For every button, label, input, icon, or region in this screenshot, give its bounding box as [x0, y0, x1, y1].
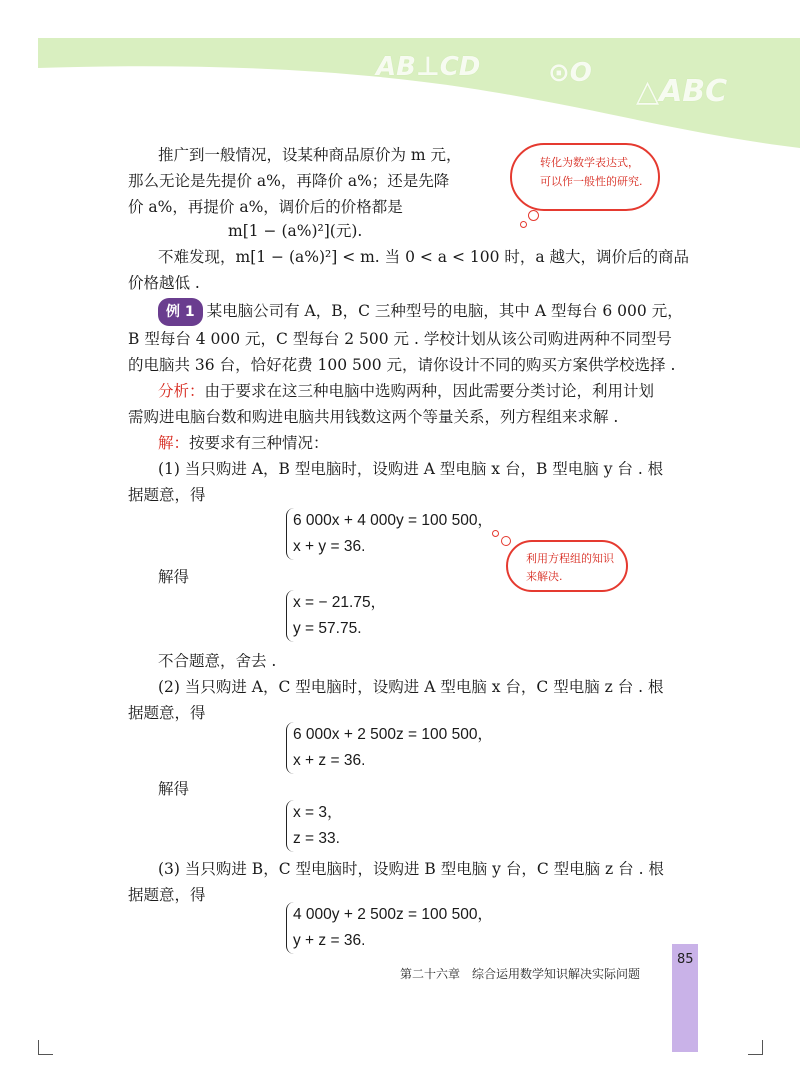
solution-system-2-x: x = 3， — [293, 804, 343, 821]
thought-bubble-1 — [510, 143, 660, 211]
equation-system-2-eq-1: 6 000x + 2 500z = 100 500， — [293, 726, 493, 743]
thought-bubble-2 — [506, 540, 628, 592]
crop-mark-bottom-right — [748, 1040, 763, 1055]
solution-system-2 — [286, 800, 343, 852]
equation-system-3-eq-1: 4 000y + 2 500z = 100 500， — [293, 906, 493, 923]
solve-label-1: 解得 — [158, 568, 190, 586]
header-decoration-circle: ⊙O — [548, 58, 592, 88]
case-2-line-2: 据题意，得 — [128, 704, 206, 722]
solution-intro-text: 按要求有三种情况： — [189, 434, 329, 452]
thought-bubble-1-text: 转化为数学表达式，可以作一般性的研究. — [540, 156, 643, 188]
case-1-line-1: (1) 当只购进 A，B 型电脑时，设购进 A 型电脑 x 台，B 型电脑 y 台 . 根 — [158, 460, 664, 478]
solution-system-1-y: y = 57.75. — [293, 620, 362, 637]
thought-bubble-2-dot-small — [492, 530, 499, 537]
example-1-line-3: 的电脑共 36 台，恰好花费 100 500 元，请你设计不同的购买方案供学校选择 . — [128, 356, 676, 374]
intro-line-4: 不难发现，m[1 − (a%)²] < m. 当 0 < a < 100 时，a 越大，调价后的商品 — [158, 248, 690, 266]
example-1-text-1: 某电脑公司有 A，B，C 三种型号的电脑，其中 A 型每台 6 000 元， — [206, 302, 683, 320]
reject-note: 不合题意，舍去 . — [158, 652, 277, 670]
case-3-line-2: 据题意，得 — [128, 886, 206, 904]
header-decoration-perpendicular: AB⊥CD — [376, 52, 481, 82]
solution-system-1-x: x = − 21.75， — [293, 594, 387, 611]
case-1-line-2: 据题意，得 — [128, 486, 206, 504]
equation-system-2-eq-2: x + z = 36. — [293, 752, 366, 769]
thought-bubble-1-dot-large — [528, 210, 539, 221]
intro-line-3: 价 a%，再提价 a%，调价后的价格都是 — [128, 198, 403, 216]
chapter-footer: 第二十六章 综合运用数学知识解决实际问题 — [400, 967, 641, 981]
solve-label-2: 解得 — [158, 780, 190, 798]
example-1-badge: 例 1 — [158, 298, 203, 326]
intro-line-5: 价格越低 . — [128, 274, 200, 292]
header-decoration-triangle: △ABC — [636, 74, 728, 109]
analysis-label: 分析： — [158, 382, 205, 400]
equation-system-1-eq-2: x + y = 36. — [293, 538, 366, 555]
thought-bubble-2-text: 利用方程组的知识来解决. — [526, 552, 614, 583]
intro-formula: m[1 − (a%)²](元). — [228, 222, 363, 240]
example-1-line-2: B 型每台 4 000 元，C 型每台 2 500 元 . 学校计划从该公司购进两种不同型号 — [128, 330, 672, 348]
example-1-line-1 — [158, 298, 683, 326]
analysis-line-2: 需购进电脑台数和购进电脑共用钱数这两个等量关系，列方程组来求解 . — [128, 408, 619, 426]
solution-system-1 — [286, 590, 386, 642]
equation-system-2 — [286, 722, 493, 774]
intro-line-1: 推广到一般情况，设某种商品原价为 m 元， — [158, 146, 462, 164]
solution-label: 解： — [158, 434, 190, 452]
equation-system-1 — [286, 508, 493, 560]
header-band — [38, 38, 800, 148]
solution-intro — [158, 430, 329, 456]
analysis-line-1 — [158, 378, 654, 404]
solution-system-2-z: z = 33. — [293, 830, 340, 847]
equation-system-1-eq-1: 6 000x + 4 000y = 100 500， — [293, 512, 493, 529]
page-number: 85 — [677, 952, 694, 967]
equation-system-3 — [286, 902, 493, 954]
thought-bubble-1-dot-small — [520, 221, 527, 228]
analysis-text-1: 由于要求在这三种电脑中选购两种，因此需要分类讨论，利用计划 — [204, 382, 655, 400]
thought-bubble-2-dot-large — [501, 536, 511, 546]
crop-mark-bottom-left — [38, 1040, 53, 1055]
equation-system-3-eq-2: y + z = 36. — [293, 932, 366, 949]
case-2-line-1: (2) 当只购进 A，C 型电脑时，设购进 A 型电脑 x 台，C 型电脑 z 台 . 根 — [158, 678, 664, 696]
intro-line-2: 那么无论是先提价 a%，再降价 a%；还是先降 — [128, 172, 450, 190]
case-3-line-1: (3) 当只购进 B，C 型电脑时，设购进 B 型电脑 y 台，C 型电脑 z 台 . 根 — [158, 860, 664, 878]
